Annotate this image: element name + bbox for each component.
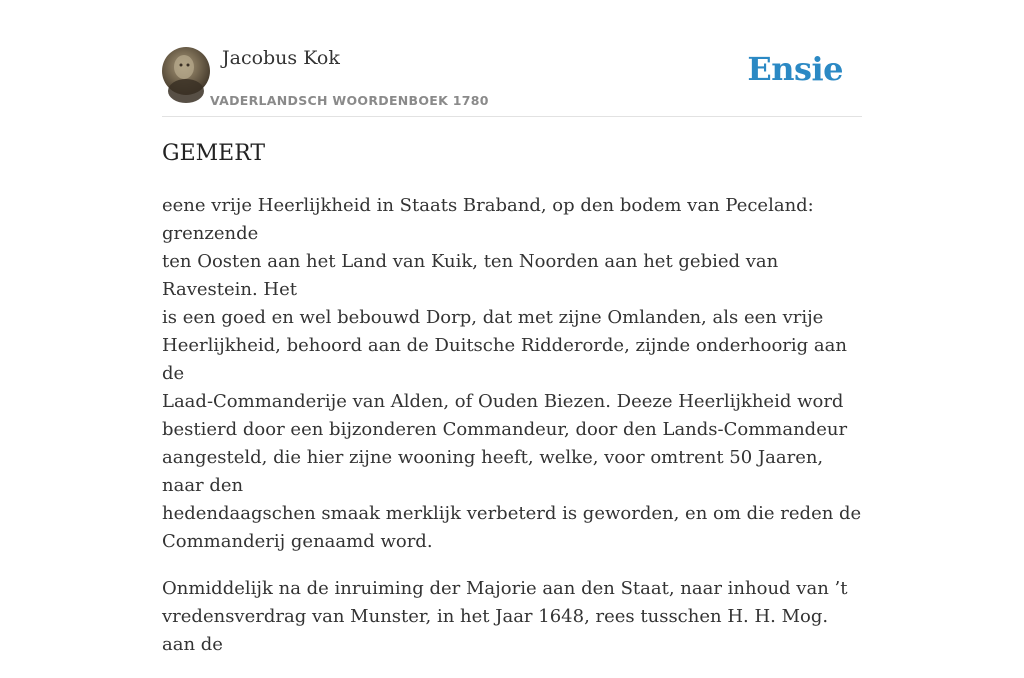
- entry-title: GEMERT: [162, 141, 266, 166]
- portrait-icon: [162, 47, 210, 95]
- author-avatar[interactable]: [162, 47, 210, 95]
- entry-paragraph-1: eene vrije Heerlijkheid in Staats Braband, op den bodem van Peceland: grenzende ten Oosten aan het Land van Kuik, ten Noorden aan het gebied van Ravestein. Het is een goed en wel bebouwd Dorp, dat met zijne Omlanden, als een vrije Heerlijkheid, behoord aan de Duitsche Ridderorde, zijnde onderhoorig aan de Laad-Commanderije van Alden, of Ouden Biezen. Deeze Heerlijkheid word bestierd door een bijzonderen Commandeur, door den Lands-Commandeur aangesteld, die hier zijne wooning heeft, welke, voor omtrent 50 Jaaren, naar den hedendaagschen smaak merklijk verbeterd is geworden, en om die reden de Commanderij genaamd word.: [162, 195, 862, 552]
- brand-logo[interactable]: Ensie: [747, 50, 843, 88]
- source-label[interactable]: VADERLANDSCH WOORDENBOEK 1780: [210, 93, 489, 108]
- author-name[interactable]: Jacobus Kok: [222, 47, 340, 69]
- entry-paragraph-2: Onmiddelijk na de inruiming der Majorie aan den Staat, naar inhoud van ’t vredensverdrag van Munster, in het Jaar 1648, rees tusschen H. H. Mog. aan de: [162, 578, 848, 655]
- header: [162, 46, 862, 117]
- entry-body: [162, 192, 862, 678]
